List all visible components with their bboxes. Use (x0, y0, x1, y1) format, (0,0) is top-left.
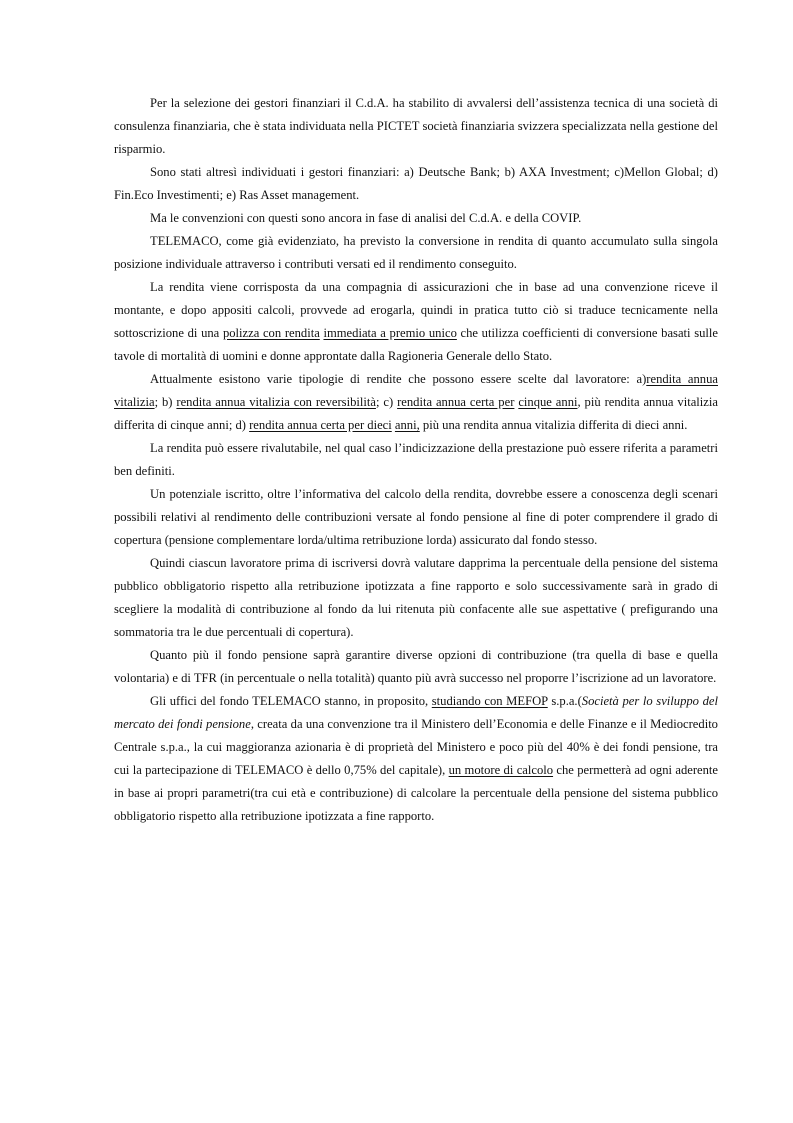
underlined-text: cinque anni (518, 395, 578, 409)
underlined-text: un motore di calcolo (448, 763, 554, 777)
underlined-text: rendita annua certa per (397, 395, 515, 409)
text-segment: ; b) (154, 395, 177, 409)
text-segment: Attualmente esistono varie tipologie di rendite che possono essere scelte dal lavoratore: a) (150, 372, 647, 386)
italic-text: Società per lo sviluppo del mercato dei fondi pensione (114, 694, 718, 731)
text-segment: Quanto più il fondo pensione saprà garantire diverse opzioni di contribuzione (tra quella di base e quella volontaria) e di TFR (in percentuale o nella totalità) quanto più avrà successo nel proporre l’iscrizione ad un lavoratore. (114, 648, 718, 685)
paragraph-valutazione-lavoratore (114, 552, 718, 644)
text-segment: che permetterà ad ogni aderente in base ai propri parametri(tra cui età e contribuzione) di calcolare la percentuale della pensione del sistema pubblico obbligatorio rispetto alla retribuzione ipotizzata a fine rapporto. (114, 763, 718, 823)
underlined-text: rendita annua certa per dieci (249, 418, 392, 432)
underlined-text: immediata a premio unico (323, 326, 457, 340)
paragraph-gestori-list (114, 161, 718, 207)
text-segment: Per la selezione dei gestori finanziari il C.d.A. ha stabilito di avvalersi dell’assistenza tecnica di una società di consulenza finanziaria, che è stata individuata nella PICTET società finanziaria svizzera specializzata nella gestione del risparmio. (114, 96, 718, 156)
paragraph-gestori-selection (114, 92, 718, 161)
underlined-text: rendita annua vitalizia (114, 372, 718, 409)
paragraph-potenziale-iscritto (114, 483, 718, 552)
text-segment: TELEMACO, come già evidenziato, ha previsto la conversione in rendita di quanto accumulato sulla singola posizione individuale attraverso i contributi versati ed il rendimento conseguito. (114, 234, 718, 271)
paragraph-telemaco-rendita (114, 230, 718, 276)
paragraph-rendita-compagnia (114, 276, 718, 368)
paragraph-rendita-rivalutabile (114, 437, 718, 483)
underlined-text: anni, (394, 418, 420, 432)
underlined-text: studiando con MEFOP (431, 694, 548, 708)
text-segment: ; c) (375, 395, 398, 409)
text-segment: La rendita viene corrisposta da una compagnia di assicurazioni che in base ad una convenzione riceve il montante, e dopo appositi calcoli, provvede ad erogarla, quindi in pratica tutto ciò si traduce tecnicamente nella sottoscrizione di una (114, 280, 718, 340)
paragraph-convenzioni (114, 207, 718, 230)
text-segment: che utilizza coefficienti di conversione basati sulle tavole di mortalità di uomini e donne approntate dalla Ragioneria Generale dello Stato. (114, 326, 719, 363)
text-segment: , creata da una convenzione tra il Ministero dell’Economia e delle Finanze e il Mediocredito Centrale s.p.a., la cui maggioranza azionaria è di proprietà del Ministero e poco più del 40% è dei fondi pensione, tra cui la partecipazione di TELEMACO è dello 0,75% del capitale), (114, 717, 718, 777)
paragraph-tipologie-rendite (114, 368, 718, 437)
paragraph-opzioni-contribuzione (114, 644, 718, 690)
text-segment: più una rendita annua vitalizia differita di dieci anni. (419, 418, 688, 432)
text-segment: Quindi ciascun lavoratore prima di iscriversi dovrà valutare dapprima la percentuale della pensione del sistema pubblico obbligatorio rispetto alla retribuzione ipotizzata a fine rapporto e solo successivamente sarà in grado di scegliere la modalità di contribuzione al fondo da lui ritenuta più confacente alle sue aspettative ( prefigurando una sommatoria tra le due percentuali di copertura). (114, 556, 718, 639)
text-segment: Un potenziale iscritto, oltre l’informativa del calcolo della rendita, dovrebbe essere a conoscenza degli scenari possibili relativi al rendimento delle contribuzioni versate al fondo pensione al fine di poter comprendere il grado di copertura (pensione complementare lorda/ultima retribuzione lorda) assicurato dal fondo stesso. (114, 487, 718, 547)
text-segment: La rendita può essere rivalutabile, nel qual caso l’indicizzazione della prestazione può essere riferita a parametri ben definiti. (114, 441, 718, 478)
text-segment: Sono stati altresì individuati i gestori finanziari: a) Deutsche Bank; b) AXA Investment; c)Mellon Global; d) Fin.Eco Investimenti; e) Ras Asset management. (114, 165, 718, 202)
text-segment: s.p.a.( (547, 694, 582, 708)
text-segment: Gli uffici del fondo TELEMACO stanno, in proposito, (150, 694, 432, 708)
text-segment: Ma le convenzioni con questi sono ancora in fase di analisi del C.d.A. e della COVIP. (150, 211, 582, 225)
underlined-text: polizza con rendita (222, 326, 320, 340)
document-page (114, 92, 718, 828)
paragraph-mefop-motore-calcolo (114, 690, 718, 828)
text-segment: , più rendita annua vitalizia differita di cinque anni; d) (114, 395, 718, 432)
underlined-text: rendita annua vitalizia con reversibilità (176, 395, 376, 409)
